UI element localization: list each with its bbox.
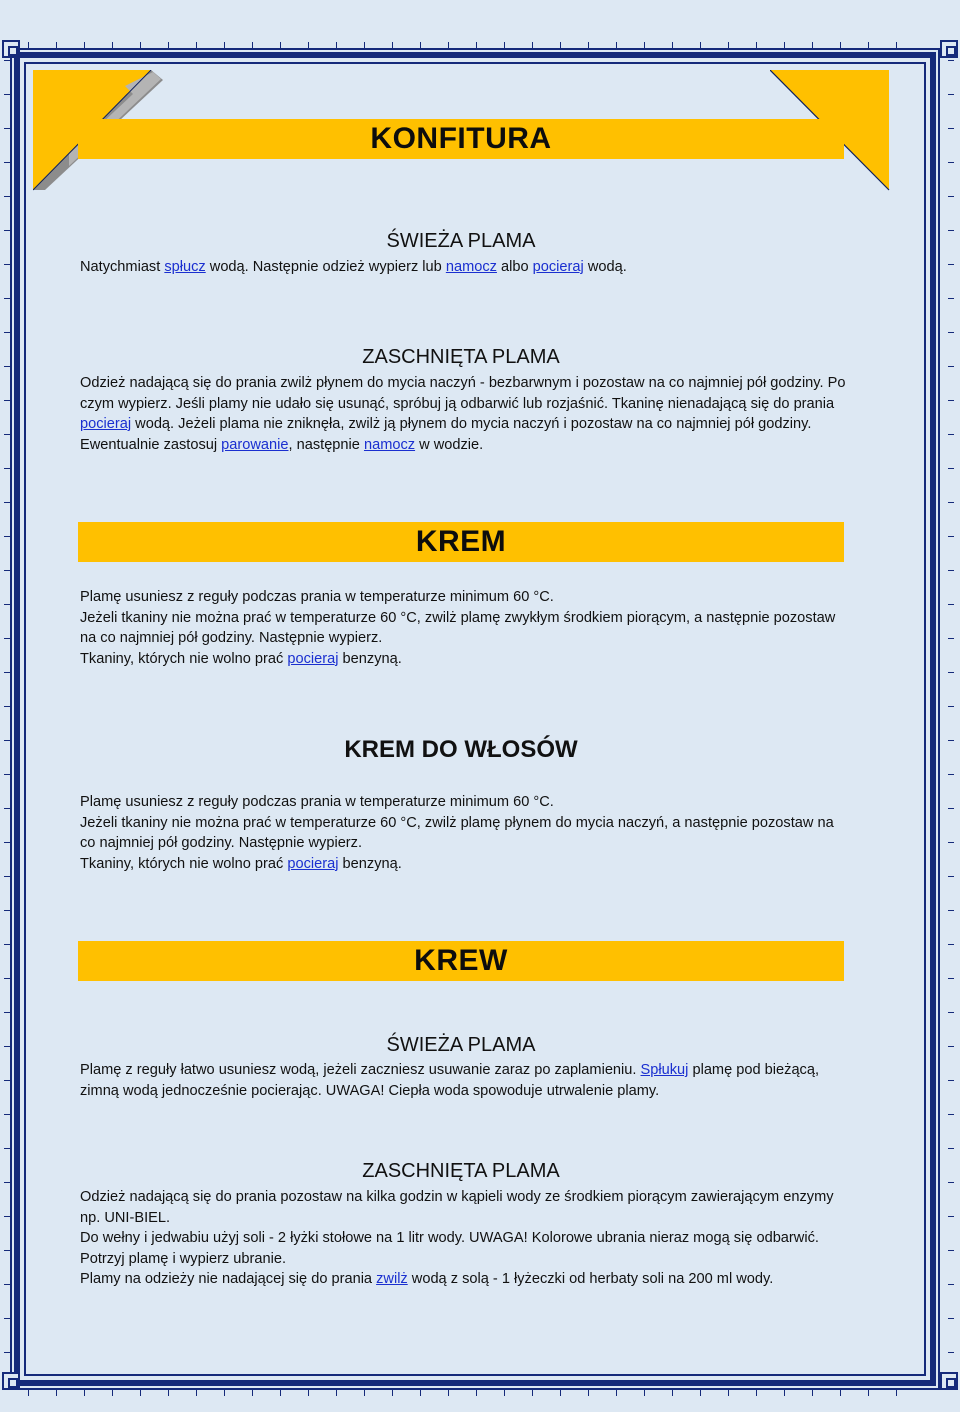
text-segment: , następnie — [288, 436, 364, 453]
subheading-konfitura-fresh: ŚWIEŻA PLAMA — [386, 230, 536, 252]
text-segment: Tkaniny, których nie wolno prać — [80, 650, 288, 667]
text-segment: Plamę z reguły łatwo usuniesz wodą, jeżeli zaczniesz usuwanie zaraz po zaplamieniu. — [80, 1062, 641, 1078]
section-title-krem: KREM — [415, 525, 507, 558]
link-zwilz[interactable]: zwilż — [376, 1271, 408, 1287]
corner-ornament-bottom-left — [2, 1372, 20, 1390]
link-pocieraj[interactable]: pocieraj — [80, 416, 132, 432]
link-splucz[interactable]: spłucz — [164, 259, 206, 275]
krem-do-wlosow-line-2: Jeżeli tkaniny nie można prać w temperaturze 60 °C, zwilż plamę płynem do mycia naczyń, a następnie pozostaw na co najmniej pół godziny. Następnie wypierz. — [80, 814, 834, 851]
link-namocz[interactable]: namocz — [363, 436, 416, 453]
text-segment: wodą. Jeżeli plama nie zniknęła, zwilż ją płynem do mycia naczyń i pozostaw na co najmniej pół godziny. Ewentualnie zastosuj — [80, 416, 812, 453]
krem-do-wlosow-line-3 — [80, 854, 850, 875]
corner-ornament-top-right — [940, 40, 958, 58]
subheading-krew-dried: ZASCHNIĘTA PLAMA — [362, 1160, 560, 1182]
paragraph-krem — [80, 587, 850, 669]
border-ticks-bottom — [28, 1390, 922, 1396]
text-segment: albo — [496, 259, 533, 275]
corner-ornament-top-left — [2, 40, 20, 58]
text-segment: plamę pod bieżącą, zimną wodą jednocześnie pocierając. UWAGA! Ciepła woda spowoduje utrwalenie plamy. — [80, 1062, 820, 1099]
subheading-konfitura-dried: ZASCHNIĘTA PLAMA — [362, 346, 560, 368]
paragraph-konfitura-dried — [80, 373, 850, 455]
krem-line-2: Jeżeli tkaniny nie można prać w temperaturze 60 °C, zwilż plamę zwykłym środkiem piorącym, a następnie pozostaw na co najmniej pół godziny. Następnie wypierz. — [80, 609, 836, 646]
krew-dried-line-3 — [80, 1269, 850, 1290]
text-segment: wodą. — [583, 259, 627, 275]
text-segment: Odzież nadającą się do prania zwilż płynem do mycia naczyń - bezbarwnym i pozostaw na co najmniej pół godziny. Po czym wypierz. Jeśli plamy nie udało się usunąć, spróbuj ją odbarwić lub rozjaśnić. Tkaninę nienadającą się do prania — [80, 375, 846, 412]
krew-dried-line-1: Odzież nadającą się do prania pozostaw na kilka godzin w kąpieli wody ze środkiem piorącym zawierającym enzymy np. UNI-BIEL. — [80, 1189, 834, 1226]
text-segment: Plamy na odzieży nie nadającej się do prania — [80, 1271, 377, 1287]
krem-do-wlosow-line-1: Plamę usuniesz z reguły podczas prania w temperaturze minimum 60 °C. — [80, 794, 554, 810]
link-parowanie[interactable]: parowanie — [221, 436, 289, 453]
krew-dried-line-2: Do wełny i jedwabiu użyj soli - 2 łyżki stołowe na 1 litr wody. UWAGA! Kolorowe ubrania nieraz mogą się odbarwić. Potrzyj plamę i wypierz ubranie. — [80, 1230, 819, 1267]
link-pocieraj[interactable]: pocieraj — [287, 650, 339, 667]
paragraph-krew-fresh — [80, 1060, 850, 1101]
text-segment: benzyną. — [338, 855, 402, 872]
section-title-konfitura: KONFITURA — [370, 122, 552, 155]
paragraph-krew-dried — [80, 1187, 850, 1290]
section-banner-krem — [78, 522, 844, 562]
text-segment: wodą. Następnie odzież wypierz lub — [205, 259, 446, 275]
text-segment: Natychmiast — [80, 259, 165, 275]
section-title-krem-do-wlosow: KREM DO WŁOSÓW — [344, 736, 578, 763]
paragraph-krem-do-wlosow — [80, 792, 850, 874]
text-segment: benzyną. — [338, 650, 402, 667]
krem-line-3 — [80, 649, 850, 670]
text-segment: wodą z solą - 1 łyżeczki od herbaty soli na 200 ml wody. — [407, 1271, 774, 1287]
link-splukuj[interactable]: Spłukuj — [640, 1062, 689, 1078]
text-segment: Tkaniny, których nie wolno prać — [80, 855, 288, 872]
corner-ornament-bottom-right — [940, 1372, 958, 1390]
text-segment: w wodzie. — [415, 436, 484, 453]
section-banner-krew — [78, 941, 844, 981]
subheading-krew-fresh: ŚWIEŻA PLAMA — [386, 1034, 536, 1056]
link-pocieraj[interactable]: pocieraj — [287, 855, 339, 872]
link-pocieraj[interactable]: pocieraj — [532, 259, 584, 275]
paragraph-konfitura-fresh — [80, 257, 850, 278]
link-namocz[interactable]: namocz — [445, 259, 497, 275]
section-title-krew: KREW — [414, 944, 508, 977]
border-ticks-right — [948, 60, 954, 1378]
section-banner-konfitura — [78, 119, 844, 159]
krem-line-1: Plamę usuniesz z reguły podczas prania w temperaturze minimum 60 °C. — [80, 589, 554, 605]
